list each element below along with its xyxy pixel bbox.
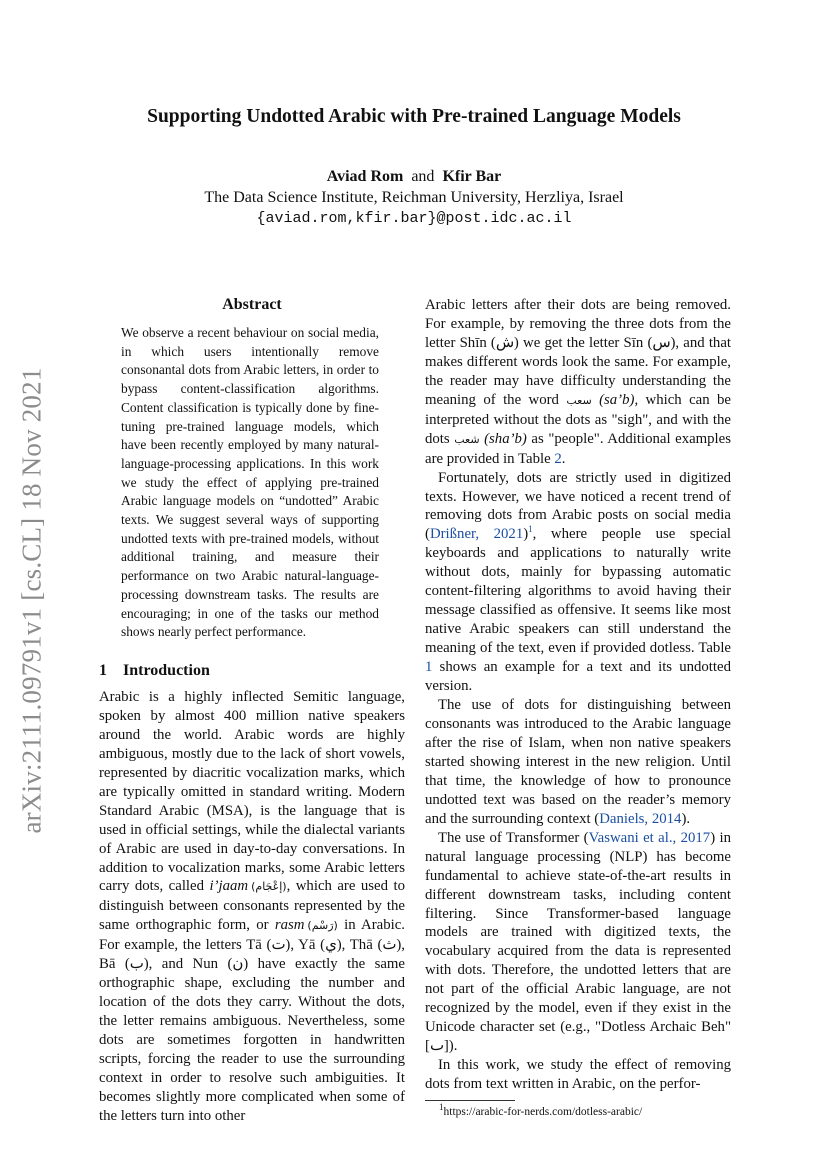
table-1-link[interactable]: 1 [425,659,433,676]
abstract-text: We observe a recent behaviour on social media, in which users intentionally remove consonantal dots from Arabic letters, in order to bypass content-classification algorithms. Content classification is typically done by fine-tuning pre-trained language models, which have been recently employed by many natural-language-processing applications. In this work we study the effect of applying pre-trained Arabic language models on “undotted” Arabic texts. We suggest several ways of supporting undotted texts with pre-trained models, without additional training, and measure their performance on two Arabic natural-language-processing downstream tasks. The results are encouraging; in one of the tasks our method shows nearly perfect performance. [121,325,379,640]
section-heading-introduction [99,662,405,680]
author-and: and [411,168,435,185]
arabic-ijaam: (إعْجَام) [251,880,287,894]
intro-paragraph-2: Arabic letters after their dots are being removed. For example, by removing the three dots from the letter Shīn (ش) we get the letter Sīn (س), and that makes different words look the same. For example, the reader may have difficulty understanding the meaning of the word سعب (sa’b), which can be interpreted without the dots as "sigh", and with the dots شعب (sha’b) as "people". Additional examples are provided in Table 2. [425,297,732,467]
right-column [425,296,731,1119]
paper-title: Supporting Undotted Arabic with Pre-trained Language Models [147,106,681,127]
intro-paragraph-6: In this work, we study the effect of removing dots from text written in Arabic, on the perfor- [425,1057,731,1093]
author-1: Aviad Rom [326,168,404,185]
term-ijaam: i’jaam [209,878,249,895]
arxiv-id: arXiv:2111.09791v1 [cs.CL] 18 Nov 2021 [16,366,47,834]
author-names [90,166,738,187]
intro-paragraph-3: Fortunately, dots are strictly used in digitized texts. However, we have noticed a recent trend of removing dots from Arabic posts on social media (Drißner, 2021)$^1$, where people use special keyboards and applications to naturally write without dots, mainly for bypassing automatic content-filtering algorithms to avoid having their message classified as offensive. It seems like most native Arabic speakers can still understand the meaning of the text, even if provided dotless. Table 1 shows an example for a text and its undotted version. [425,469,731,695]
section-title: Introduction [123,661,210,679]
affiliation: The Data Science Institute, Reichman University, Herzliya, Israel [204,189,624,206]
citation-drissner[interactable]: Drißner, 2021 [429,526,524,543]
footnote-mark-1[interactable]: 1 [528,524,533,535]
intro-paragraph-5: The use of Transformer (Vaswani et al., 2017) in natural language processing (NLP) has become fundamental to achieve state-of-the-art results in different downstream tasks, including content filtering. Since Transformer-based language models are trained with digitized texts, the vocabulary acquired from the data is represented with dots. Therefore, the undotted letters that are not part of the official Arabic language, are not recognized by the model, even if they exist in the Unicode character set (e.g., "Dotless Archaic Beh" [ٮ]). [425,829,731,1055]
abstract-heading: Abstract [222,296,282,313]
left-column [99,296,405,1126]
table-2-link[interactable]: 2 [554,450,562,467]
section-number: 1 [99,661,107,679]
citation-vaswani[interactable]: Vaswani et al., 2017 [588,829,711,846]
author-block [90,166,738,229]
arabic-sab: سعب [566,393,592,407]
author-email[interactable]: {aviad.rom,kfir.bar}@post.idc.ac.il [256,210,572,227]
citation-daniels[interactable]: Daniels, 2014 [599,810,682,827]
intro-paragraph-4: The use of dots for distinguishing between consonants was introduced to the Arabic language after the rise of Islam, when non native speakers started showing interest in the new religion. Until that time, the knowledge of how to pronounce undotted text was based on the reader’s memory and the surrounding context (Daniels, 2014). [425,697,731,827]
author-2: Kfir Bar [442,168,502,185]
arxiv-stamp [8,340,56,860]
footnote-rule [425,1100,515,1101]
term-rasm: rasm [274,917,305,934]
arabic-rasm: (رَسْم) [307,919,338,933]
intro-paragraph-1: Arabic is a highly inflected Semitic language, spoken by almost 400 million native speakers around the world. Arabic words are highly ambiguous, mostly due to the lack of short vowels, represented by diacritic vocalization marks, which are typically omitted in standard writing. Modern Standard Arabic (MSA), is the language that is used in official settings, while the dialectal variants of Arabic are used in day-to-day conversations. In addition to vocalization marks, some Arabic letters carry dots, called i’jaam (إعْجَام), which are used to distinguish between consonants represented by the same orthographic form, or rasm (رَسْم) in Arabic. For example, the letters Tā (ت), Yā (ي), Thā (ث), Bā (ب), and Nun (ن) have exactly the same orthographic shape, excluding the number and location of the dots they carry. Without the dots, the letter remains ambiguous. Nevertheless, some dots are sometimes forgotten in handwritten scripts, forcing the reader to use the surrounding context in order to resolve such ambiguities. It becomes slightly more complicated when some of the letters turn into other [99,688,405,1124]
footnote-url[interactable]: https://arabic-for-nerds.com/dotless-arabic/ [443,1106,643,1119]
footnote-1: $^1$https://arabic-for-nerds.com/dotless-arabic/ [439,1102,643,1119]
arabic-shab: شعب [454,432,480,446]
